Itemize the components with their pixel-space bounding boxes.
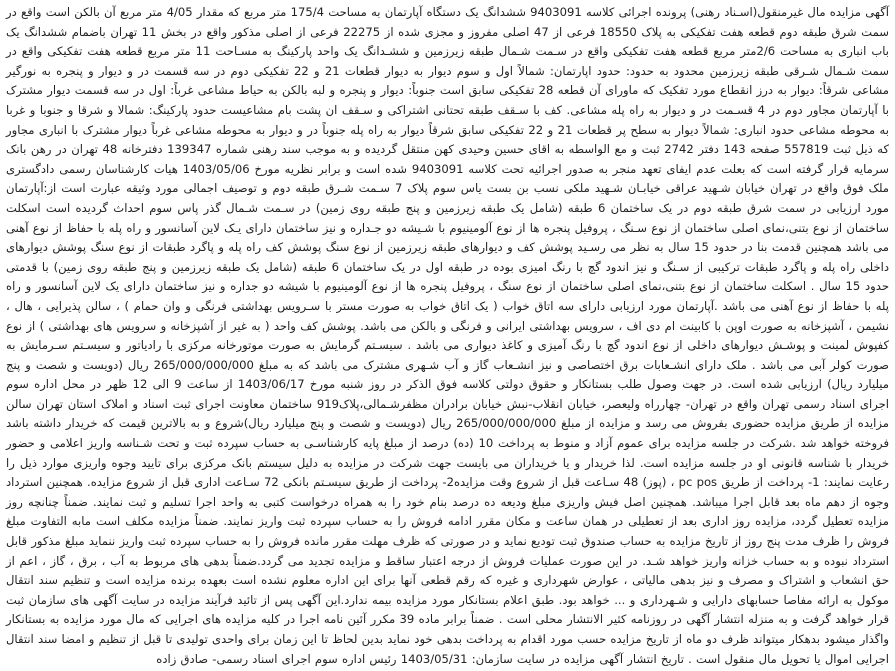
- auction-notice-body: آگهی مزایده مال غیرمنقول(اسـناد رهنی) پرونده اجرائی کلاسه 9403091 ششدانگ یک دستگاه آپارتمان به مساحت 175/4 متر مربع که مقدار 4/05 متر مربع آن بالکن است واقع در سمت شرق طبقه دوم قطعه هفت تفکیکی به پلاک 18550 فرعی از 47 اصلی مفروز و مجزی شده از 22275 فرعی از اصلی مذکور واقع در بخش 11 تهران باضمام ششدانگ یک باب انباری به مساحت 2/6متر مربع قطعه هفت تفکیکی واقع در سـمت شـمال طبقه زیرزمین و ششـدانگ یک واحد پارکینگ به مسـاحت 11 متر مربع قطعه هفت تفکیکی واقع در سمت شـمال شـرقی طبقه زیرزمین محدود به حدود: حدود اپارتمان: شمالاً اول و سوم دیوار به دیوار قطعات 21 و 22 تفکیکی دوم در سه قسمت در و دیوار و پنجره به نورگیر مشاعی شرقاً: دیوار به درز انقطاع مورد تفکیک که ماورای آن قطعه 28 تفکیکی سابق است جنوباً: دیوار و پنجره و لبه بالکن به حیاط مشاعی غرباً: اول در سه قسمت دیوار مشترک با آپارتمان مجاور دوم در 4 قسـمت در و دیوار به راه پله مشاعی. کف با سـقف طبقه تحتانی اشتراکی و سـقف ان پشت بام مشاعیست حدود پارکینگ: شمالا و شرقا و جنوبا و غربا به محوطه مشاعی حدود انباری: شمالاً دیوار به سطح پر قطعات 21 و 22 تفکیکی سابق شرقاً دیوار به راه پله جنوباً در و دیوار به محوطه مشاعی غرباً دیوار مشترک با انباری مجاور که ذیل ثبت 557819 صفحه 143 دفتر 2742 ثبت و مع الواسطه به اقای حسین وحیدی کهن منتقل گردیده و به موجب سند رهنی شماره 139347 دفترخانه 48 تهران در رهن بانک سرمایه قرار گرفته است که بعلت عدم ایفای تعهد منجر به صدور اجرائیه تحت کلاسه 9403091 شده است و برابر نظریه مورخ 1403/05/06 هیات کارشناسان رسمی دادگستری ملک فوق واقع در تهران خیابان شـهید عراقی خیابـان شـهید ملکی نسب بن بست یاس سوم پلاک 7 سـمت شـرق طبقه دوم و توصیف اجمالی مورد وثیقه عبارت است از:آپارتمان مورد ارزیابی در سمت شرق طبقه دوم در یک ساختمان 6 طبقه (شامل یک طبقه زیرزمین و پنج طبقه روی زمین) در سـمت شـمال گذر پاس سوم احداث گردیده است اسکلت ساختمان از نوع بتنی،نمای اصلی ساختمان از نوع سـنگ ، پروفیل پنجره ها از نوع آلومینیوم با شـیشه دو جـداره و نیز ساختمان دارای یـک لاین آسانسور و راه پله با حفاظ از نوع آهنی می باشد همچنین قدمت بنا در حدود 15 سال به نظر می رسـید پوشش کف و دیوارهای طبقه زیرزمین از نوع سنگ پوشش کف راه پله و پاگرد طبقات از نوع سنگ پوشش دیوارهای داخلی راه پله و پاگرد طبقات ترکیبی از سـنگ و نیز اندود گچ با رنگ امیزی بوده در طبقه اول در یک ساختمان 6 طبقه (شامل یک طبقه زیرزمین و پنج طبقه روی زمین) با قدمتی حدود 15 سال . اسکلت ساختمان از نوع بتنی،نمای اصلی ساختمان از نوع سنگ ، پروفیل پنجره ها از نوع آلومینیوم با شیشه دو جداره و نیز ساختمان دارای یک لاین آسانسور و راه پله با حفاظ از نوع آهنی می باشد .آپارتمان مورد ارزیابی دارای سه اتاق خواب ( یک اتاق خواب به صورت مستر با سـرویس بهداشتی فرنگی و وان حمام ) ، سالن پذیرایی ، هال ، نشیمن ، آشپزخانه به صورت اوپن با کابینت ام دی اف ، سرویس بهداشتی ایرانی و فرنگی و بالکن می باشد. پوشش کف واحد ( به غیر از آشپزخانه و سرویس های بهداشتی ) از نوع کفپوش لمینت و پوشـش دیوارهای داخلی از نوع اندود گچ با رنگ آمیزی و کاغذ دیواری می باشد . سیسـتم گرمایش به صورت موتورخانه مرکزی با رادیاتور و سیسـتم سـرمایش به صورت کولر آبی می باشد . ملک دارای انشـعابات برق اختصاصی و نیز انشـعاب گاز و آب شـهری مشترک می باشد که به مبلغ 265/000/000/000 ریال (دویست و شصت و پنج میلیارد ریال) ارزیابی شده است. در جهت وصول طلب بستانکار و حقوق دولتی کلاسه فوق الذکر در روز شنبه مورخ 1403/06/17 از ساعت 9 الی 12 ظهر در محل اداره سوم اجرای اسناد رسمی تهران واقع در تهران- چهارراه ولیعصر، خیابان انقلاب-نبش خیابان برادران مظفرشـمالی،پلاک919 ساختمان معاونت اجرای ثبت اسناد و املاک استان تهران سالن مزایده از طریق مزایده حضوری بفروش می رسد و مزایده از مبلغ 265/000/000/000 ریال (دویست و شصت و پنج میلیارد ریال)شروع و به بالاترین قیمت که خریدار داشته باشد فروخته خواهد شد .شرکت در جلسه مزایده برای عموم آزاد و منوط به پرداخت 10 (ده) درصد از مبلغ پایه کارشناسـی به حساب سپرده ثبت و تحت شـناسه واریز اعلامی و حضور خریدار با شناسه قانونی او در جلسه مزایده است. لذا خریدار و یا خریداران می بایست جهت شرکت در مزایده به دلیل سیستم بانک مرکزی برای تایید وجوه واریزی موارد ذیل را رعایت نمایند: 1- پرداخت از طریق pc pos ، (پوز) 48 سـاعت قبل از شروع وقت مزایده2- پرداخت از طریق سیسـتم بانکی 72 سـاعت اداری قبل از شروع مزایده. همچنین استرداد وجوه از دهم ماه بعد قابل اجرا میباشد. همچنین اصل فیش واریزی مبلغ ودیعه ده درصد بنام خود را به همراه درخواست کتبی به واحد اجرا تسلیم و ثبت نمایند. ضمناً چنانچه روز مزایده تعطیل گردد، مزایده روز اداری بعد از تعطیلی در همان ساعت و مکان مقرر ادامه فروش را به حساب سپرده ثبت واریز نمایند. ضمناً مزایده مکلف است مابه التفاوت مبلغ فروش را ظرف مدت پنج روز از تاریخ مزایده به حساب صندوق ثبت تودیع نماید و در صورتی که ظرف مهلت مقرر مانده فروش را به حساب سپرده ثبت واریز ننماید مبلغ مذکور قابل استرداد نبوده و به حساب خزانه واریز خواهد شـد. در این صورت عملیات فروش از درجه اعتبار ساقط و مزایده تجدید می گردد.ضمناً بدهی های مربوط به آب ، برق ، گاز ، اعم از حق انشعاب و اشتراک و مصرف و نیز بدهی مالیاتی ، عوارض شهرداری و غیره که رقم قطعی آنها برای این اداره معلوم نشده است بعهده برنده مزایده است و تنظیم سند انتقال موکول به ارائه مفاصا حسابهای دارایی و شـهرداری و ... خواهد بود. طبق اعلام بستانکار مورد مزایده بیمه ندارد.این آگهی پس از تائید فرآیند مزایده در سایت آگهی های سازمان ثبت قرار خواهد گرفت و به منزله انتشار آگهی در روزنامه کثیر الانتشار محلی است . ضمناً برابر ماده 39 مکرر آئین نامه اجرا در کلیه مزایده های اجرایی که مال مورد مزایده به بستانکار واگذار میشود بدهکار میتواند ظرف دو ماه از تاریخ مزایده حسب مورد اقدام به پرداخت بدهی خود نماید بدین لحاظ تا این زمان برای واحدی تولیدی تا قبل از تنظیم و امضا سند انتقال اجرایی اموال یا تحویل مال منقول است . تاریخ انتشار آگهی مزایده در سایت سازمان: 1403/05/31 رئیس اداره سوم اجرای اسناد رسمی- صادق زاده: [6, 5, 890, 666]
